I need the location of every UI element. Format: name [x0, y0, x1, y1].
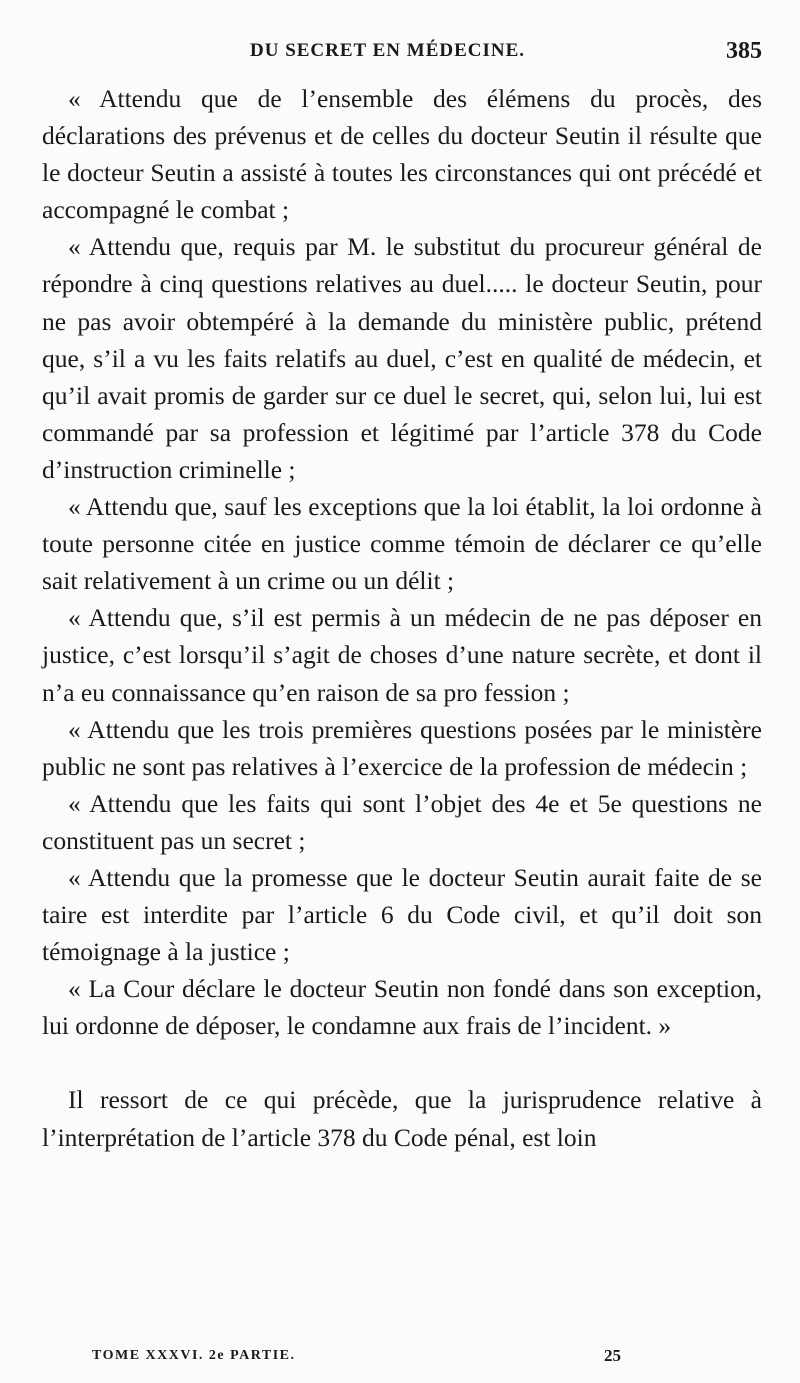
running-title: DU SECRET EN MÉDECINE. [250, 40, 526, 61]
page-footer [92, 1346, 652, 1370]
page-number: 385 [726, 38, 762, 64]
paragraph-3: « Attendu que, sauf les exceptions que la loi établit, la loi ordonne à toute personne citée en justice comme témoin de déclarer ce qu’elle sait relativement à un crime ou un délit ; [42, 492, 762, 596]
paragraph-1: « Attendu que de l’ensemble des élémens du procès, des déclarations des prévenus et de celles du docteur Seutin il résulte que le docteur Seutin a assisté à toutes les circonstances qui ont précédé et accompagné le combat ; [42, 84, 762, 225]
page-body [42, 80, 762, 1156]
footer-signature: 25 [604, 1346, 621, 1365]
paragraph-8: « La Cour déclare le docteur Seutin non fondé dans son exception, lui ordonne de déposer, le condamne aux frais de l’incident. » [42, 974, 762, 1041]
footer-volume: TOME XXXVI. 2e PARTIE. [92, 1348, 296, 1363]
paragraph-7: « Attendu que la promesse que le docteur Seutin aurait faite de se taire est interdite par l’article 6 du Code civil, et qu’il doit son témoignage à la justice ; [42, 862, 762, 967]
paragraph-5: « Attendu que les trois premières questions posées par le ministère public ne sont pas relatives à l’exercice de la profession de médecin ; [42, 714, 762, 781]
paragraph-6: « Attendu que les faits qui sont l’objet des 4e et 5e questions ne constituent pas un secret ; [42, 788, 762, 855]
paragraph-9: Il ressort de ce qui précède, que la jurisprudence relative à l’interprétation de l’article 378 du Code pénal, est loin [42, 1085, 762, 1152]
paragraph-4: « Attendu que, s’il est permis à un médecin de ne pas déposer en justice, c’est lorsqu’il s’agit de choses d’une nature secrète, et dont il n’a eu connaissance qu’en raison de sa pro fession ; [42, 603, 762, 707]
paragraph-2: « Attendu que, requis par M. le substitut du procureur général de répondre à cinq questions relatives au duel..... le docteur Seutin, pour ne pas avoir obtempéré à la demande du ministère public, prétend que, s’il a vu les faits relatifs au duel, c’est en qualité de médecin, et qu’il avait promis de garder sur ce duel le secret, qui, selon lui, lui est commandé par sa profession et légitimé par l’article 378 du Code d’instruction criminelle ; [42, 232, 762, 484]
page-header [40, 38, 762, 74]
